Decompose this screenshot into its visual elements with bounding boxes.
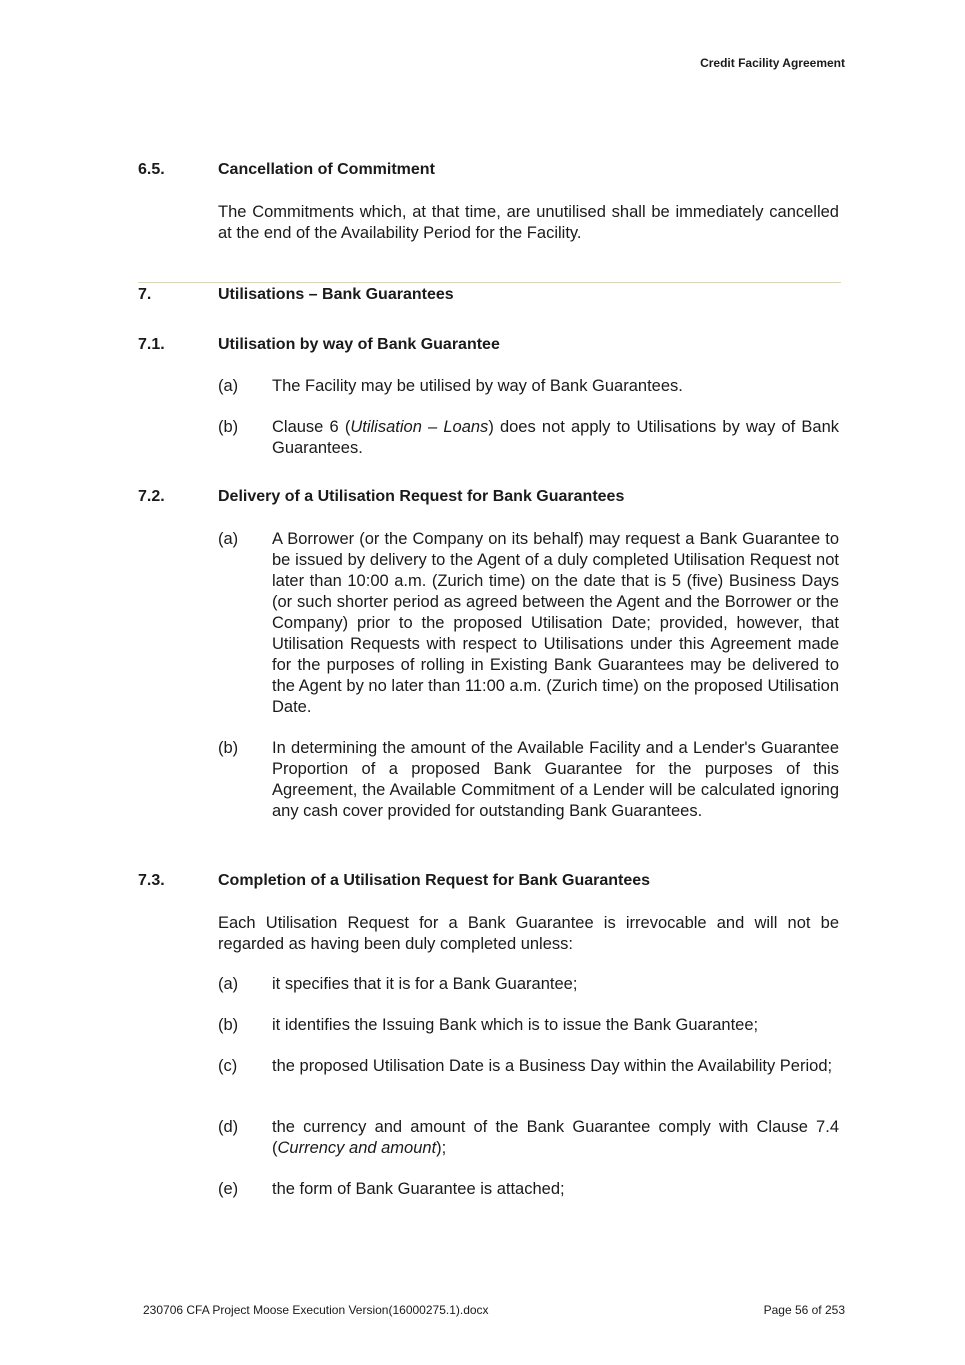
item-label: (b) [218, 1016, 239, 1034]
item-text: In determining the amount of the Available Facility and a Lender's Guarantee Proportion of a proposed Bank Guarantee for the purposes of this Agreement, the Available Commitment of a Lender will be calculated ignoring any cash cover provided for outstanding Bank Guarantees. [272, 739, 839, 820]
item-text-pre: Clause 6 ( [272, 418, 351, 436]
item-text: the form of Bank Guarantee is attached; [272, 1180, 565, 1198]
clause-reference: Currency and amount [277, 1139, 437, 1157]
item-text-post: ) does not apply to Utilisations by way of Bank Guarantees. [272, 418, 840, 457]
item-label: (e) [218, 1180, 239, 1198]
header-title: Credit Facility Agreement [700, 56, 845, 70]
section-heading-7: Utilisations – Bank Guarantees [218, 286, 454, 303]
item-text-post: ); [436, 1139, 447, 1157]
section-heading-6-5: Cancellation of Commitment [218, 161, 435, 178]
section-intro-7-3: Each Utilisation Request for a Bank Guarantee is irrevocable and will not be regarded as having been duly completed unless: [218, 914, 839, 953]
item-text [272, 417, 839, 459]
section-heading-7-2: Delivery of a Utilisation Request for Bank Guarantees [218, 488, 625, 505]
item-text: A Borrower (or the Company on its behalf) may request a Bank Guarantee to be issued by delivery to the Agent of a duly completed Utilisation Request not later than 10:00 a.m. (Zurich time) on the date that is 5 (five) Business Days (or such shorter period as agreed between the Agent and the Borrower or the Company) prior to the proposed Utilisation Date; provided, however, that Utilisation Requests with respect to Utilisations under this Agreement made for the purposes of rolling in Existing Bank Guarantees may be delivered to the Agent by no later than 11:00 a.m. (Zurich time) on the proposed Utilisation Date. [272, 530, 839, 716]
section-body-6-5: The Commitments which, at that time, are unutilised shall be immediately cancelled at the end of the Availability Period for the Facility. [218, 203, 839, 242]
section-number-7-1: 7.1. [138, 336, 165, 353]
item-text: The Facility may be utilised by way of Bank Guarantees. [272, 377, 683, 395]
item-text [272, 1117, 839, 1159]
item-label: (c) [218, 1057, 238, 1075]
item-label: (a) [218, 975, 239, 993]
item-text: it identifies the Issuing Bank which is to issue the Bank Guarantee; [272, 1016, 759, 1034]
section-divider [138, 282, 841, 283]
item-label: (b) [218, 739, 239, 757]
item-label: (a) [218, 530, 239, 548]
clause-reference: Utilisation – Loans [350, 418, 489, 436]
item-label: (d) [218, 1118, 239, 1136]
section-heading-7-3: Completion of a Utilisation Request for Bank Guarantees [218, 872, 651, 889]
item-text-pre: the currency and amount of the Bank Guarantee comply with Clause 7.4 ( [272, 1118, 839, 1157]
item-text: the proposed Utilisation Date is a Business Day within the Availability Period; [272, 1057, 833, 1075]
section-number-7-2: 7.2. [138, 488, 165, 505]
footer-page-number: Page 56 of 253 [763, 1303, 845, 1317]
section-number-6-5: 6.5. [138, 161, 165, 178]
section-heading-7-1: Utilisation by way of Bank Guarantee [218, 336, 500, 353]
footer-filename: 230706 CFA Project Moose Execution Version(16000275.1).docx [143, 1303, 489, 1317]
section-number-7: 7. [138, 286, 152, 303]
section-number-7-3: 7.3. [138, 872, 165, 889]
item-text: it specifies that it is for a Bank Guarantee; [272, 975, 578, 993]
item-label: (b) [218, 418, 239, 436]
item-label: (a) [218, 377, 239, 395]
